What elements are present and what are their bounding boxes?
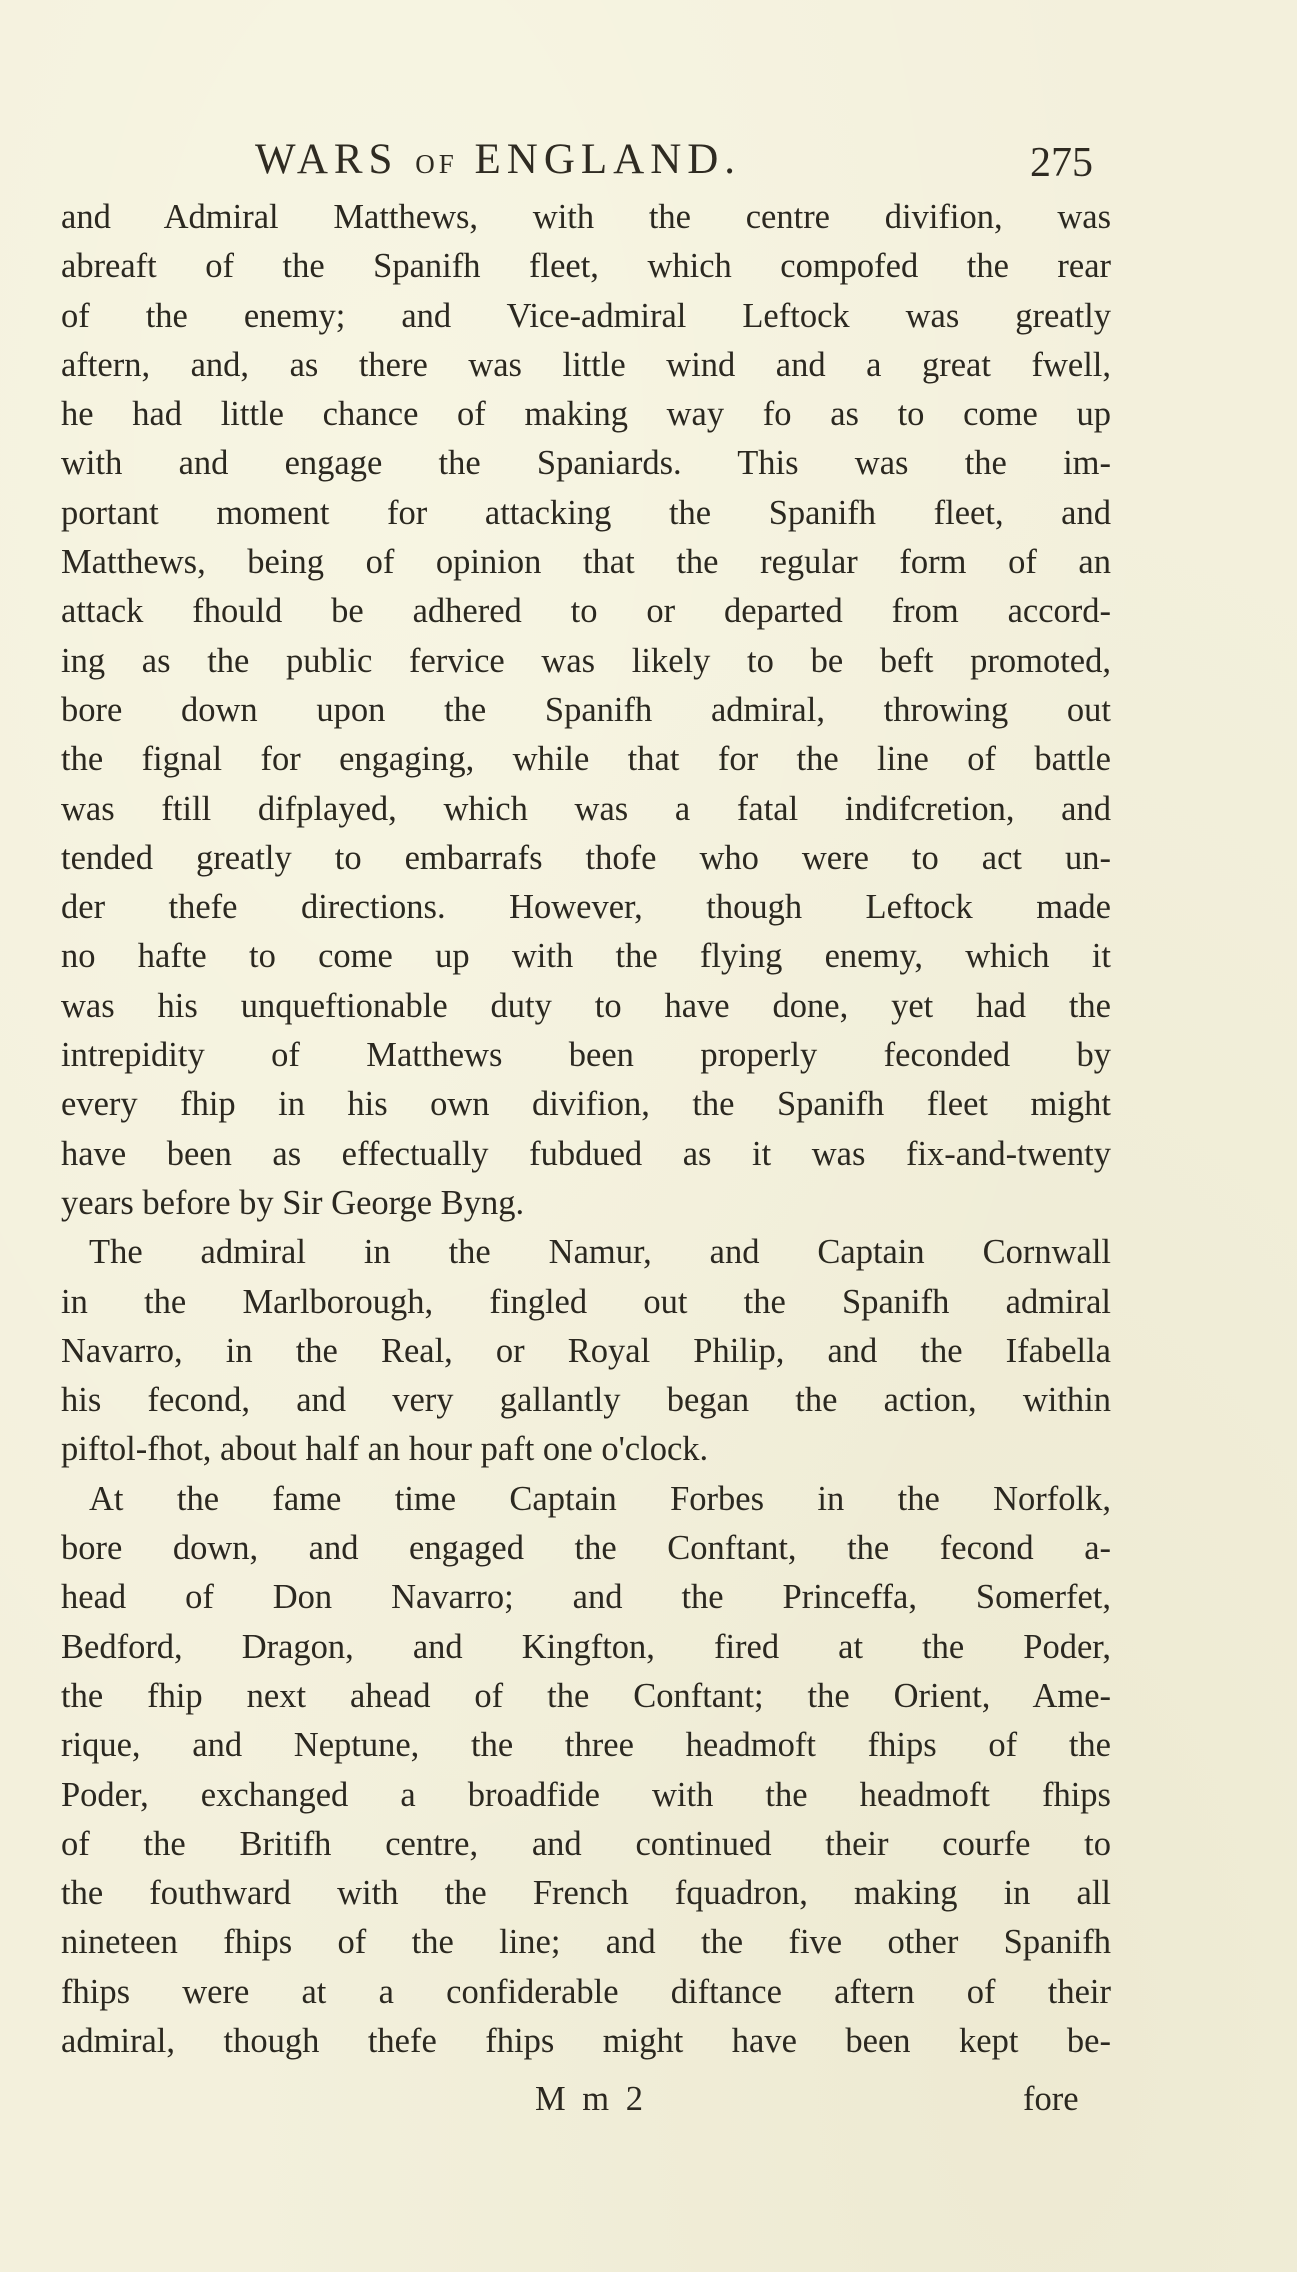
paragraph: [61, 193, 1111, 1228]
page-footer: [0, 2080, 1297, 2130]
text-line: bore down, and engaged the Conftant, the fecond a-: [61, 1529, 1111, 1568]
text-line: Bedford, Dragon, and Kingfton, fired at the Poder,: [61, 1627, 1111, 1666]
text-line: no hafte to come up with the flying enemy, which it: [61, 937, 1111, 976]
text-line: the fhip next ahead of the Conftant; the Orient, Ame-: [61, 1676, 1111, 1715]
text-line: with and engage the Spaniards. This was the im-: [61, 444, 1111, 483]
text-line: he had little chance of making way fo as to come up: [61, 395, 1111, 434]
text-line: intrepidity of Matthews been properly feconded by: [61, 1036, 1111, 1075]
text-line: At the fame time Captain Forbes in the Norfolk,: [89, 1479, 1111, 1518]
text-line: rique, and Neptune, the three headmoft fhips of the: [61, 1726, 1111, 1765]
text-line: Matthews, being of opinion that the regular form of an: [61, 543, 1111, 582]
text-line: bore down upon the Spanifh admiral, throwing out: [61, 690, 1111, 729]
running-head: [255, 135, 741, 184]
text-line: abreaft of the Spanifh fleet, which compofed the rear: [61, 247, 1111, 286]
text-line: his fecond, and very gallantly began the action, within: [61, 1381, 1111, 1420]
text-line: in the Marlborough, fingled out the Spanifh admiral: [61, 1282, 1111, 1321]
text-line: nineteen fhips of the line; and the five other Spanifh: [61, 1923, 1111, 1962]
running-head-england: ENGLAND.: [474, 136, 742, 183]
text-line: The admiral in the Namur, and Captain Cornwall: [89, 1233, 1111, 1272]
text-line: admiral, though thefe fhips might have been kept be-: [61, 2021, 1111, 2060]
catchword: fore: [1023, 2080, 1079, 2118]
text-line: Navarro, in the Real, or Royal Philip, and the Ifabella: [61, 1331, 1111, 1370]
text-line: every fhip in his own divifion, the Spanifh fleet might: [61, 1085, 1111, 1124]
running-head-wars: ARS: [296, 136, 399, 183]
text-line: and Admiral Matthews, with the centre divifion, was: [61, 198, 1111, 236]
running-head-of: OF: [415, 149, 458, 179]
text-line: of the enemy; and Vice-admiral Leftock was greatly: [61, 296, 1111, 335]
running-head-initial: W: [255, 136, 297, 183]
text-line: was ftill difplayed, which was a fatal indifcretion, and: [61, 789, 1111, 828]
paragraph: [61, 1475, 1111, 2067]
body-text: [61, 193, 1111, 2066]
text-line: have been as effectually fubdued as it was fix-and-twenty: [61, 1134, 1111, 1173]
text-line: head of Don Navarro; and the Princeffa, Somerfet,: [61, 1578, 1111, 1617]
text-line: the fignal for engaging, while that for the line of battle: [61, 740, 1111, 779]
page-number: 275: [1030, 140, 1093, 186]
text-line: portant moment for attacking the Spanifh fleet, and: [61, 493, 1111, 532]
text-line: of the Britifh centre, and continued their courfe to: [61, 1824, 1111, 1863]
text-line: the fouthward with the French fquadron, making in all: [61, 1874, 1111, 1913]
text-line: Poder, exchanged a broadfide with the headmoft fhips: [61, 1775, 1111, 1814]
text-line: fhips were at a confiderable diftance aftern of their: [61, 1972, 1111, 2011]
text-line: ing as the public fervice was likely to be beft promoted,: [61, 641, 1111, 680]
text-line: was his unqueftionable duty to have done, yet had the: [61, 986, 1111, 1025]
paragraph: [61, 1228, 1111, 1474]
page-header: [0, 135, 1297, 195]
text-line: piftol-fhot, about half an hour paft one o'clock.: [61, 1430, 709, 1469]
text-line: years before by Sir George Byng.: [61, 1183, 525, 1222]
text-line: tended greatly to embarrafs thofe who were to act un-: [61, 838, 1111, 877]
text-line: aftern, and, as there was little wind and a great fwell,: [61, 345, 1111, 384]
signature-mark: M m 2: [535, 2080, 648, 2118]
text-line: attack fhould be adhered to or departed from accord-: [61, 592, 1111, 631]
text-line: der thefe directions. However, though Leftock made: [61, 888, 1111, 927]
